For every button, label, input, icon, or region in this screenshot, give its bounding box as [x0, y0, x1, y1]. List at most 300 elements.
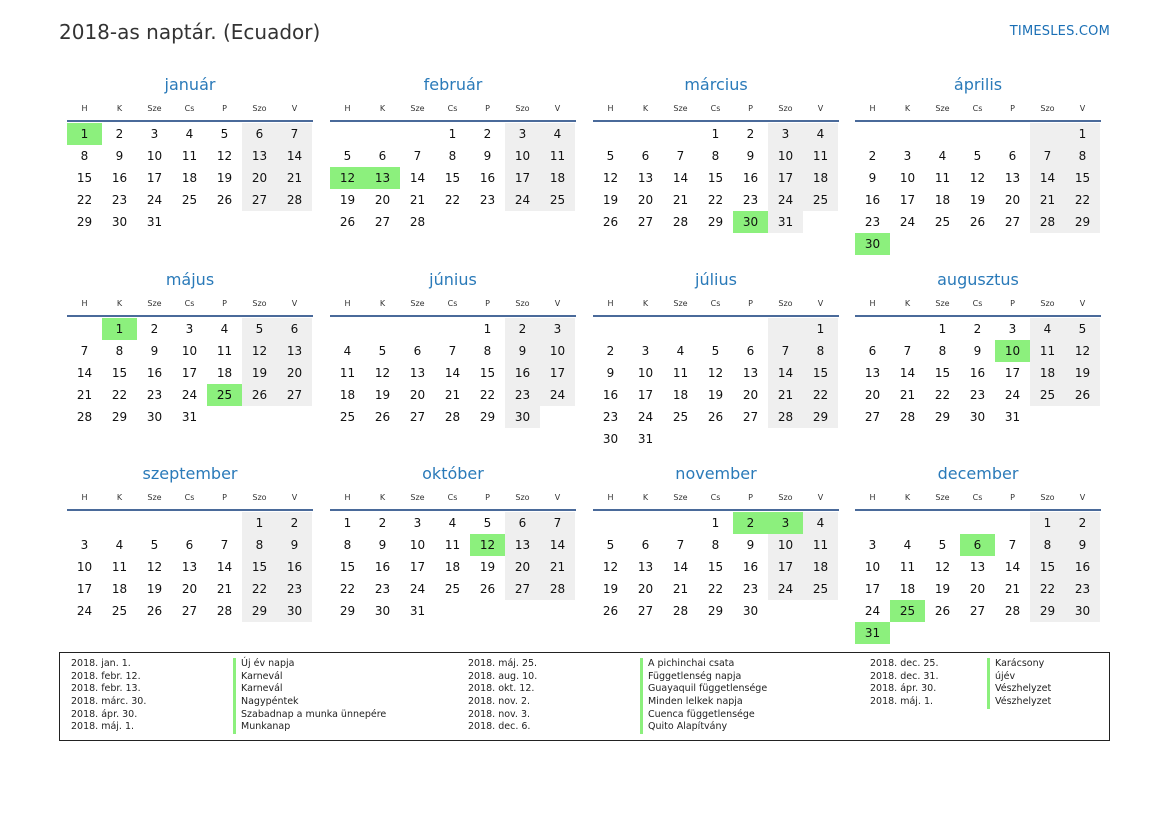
legend-holiday-name: Minden lelkek napja — [648, 696, 743, 708]
day-cell: 22 — [479, 388, 496, 402]
empty-day-cell — [330, 123, 365, 145]
day-cell: 15 — [1030, 556, 1065, 578]
day-cell: 14 — [899, 366, 916, 380]
day-cell: 17 — [409, 560, 426, 574]
weekday-label: P — [1010, 104, 1015, 113]
day-cell: 14 — [672, 171, 689, 185]
day-cell: 28 — [672, 215, 689, 229]
day-cell: 7 — [676, 538, 685, 552]
day-cell: 12 — [602, 171, 619, 185]
day-cell: 9 — [746, 149, 755, 163]
day-cell: 23 — [374, 582, 391, 596]
day-cell: 27 — [969, 604, 986, 618]
legend-date: 2018. febr. 12. — [71, 670, 141, 682]
day-cell: 7 — [220, 538, 229, 552]
holiday-day-cell: 25 — [890, 600, 925, 622]
weekday-label: Sze — [147, 299, 162, 308]
day-cell: 4 — [1030, 318, 1065, 340]
month-május — [67, 267, 313, 428]
holiday-day-cell: 6 — [960, 534, 995, 556]
legend-date: 2018. dec. 31. — [870, 670, 939, 682]
day-cell: 16 — [277, 556, 312, 578]
day-cell: 8 — [711, 149, 720, 163]
day-cell: 26 — [146, 604, 163, 618]
day-cell: 3 — [768, 123, 803, 145]
day-cell: 5 — [378, 344, 387, 358]
day-grid — [593, 318, 839, 450]
day-cell: 7 — [277, 123, 312, 145]
day-cell: 18 — [540, 167, 575, 189]
day-cell: 17 — [637, 388, 654, 402]
legend-holiday-name: A pichinchai csata — [648, 658, 735, 669]
empty-day-cell — [663, 123, 698, 145]
day-cell: 12 — [1065, 340, 1100, 362]
day-cell: 17 — [76, 582, 93, 596]
day-cell: 4 — [803, 123, 838, 145]
day-grid — [855, 123, 1101, 255]
day-cell: 28 — [540, 578, 575, 600]
weekday-label: K — [116, 493, 123, 502]
empty-day-cell — [960, 123, 995, 145]
day-cell: 19 — [602, 193, 619, 207]
day-cell: 6 — [1008, 149, 1017, 163]
empty-day-cell — [698, 318, 733, 340]
day-cell: 20 — [742, 388, 759, 402]
day-cell: 23 — [969, 388, 986, 402]
day-cell: 13 — [242, 145, 277, 167]
day-cell: 30 — [742, 604, 759, 618]
day-cell: 9 — [483, 149, 492, 163]
day-cell: 2 — [746, 127, 755, 141]
day-cell: 19 — [707, 388, 724, 402]
empty-day-cell — [890, 318, 925, 340]
day-cell: 7 — [80, 344, 89, 358]
day-cell: 2 — [973, 322, 982, 336]
day-cell: 4 — [343, 344, 352, 358]
day-cell: 24 — [540, 384, 575, 406]
day-cell: 9 — [1065, 534, 1100, 556]
day-cell: 1 — [803, 318, 838, 340]
day-cell: 31 — [768, 211, 803, 233]
day-cell: 26 — [969, 215, 986, 229]
day-cell: 10 — [76, 560, 93, 574]
weekday-header — [855, 487, 1101, 511]
day-cell: 10 — [768, 534, 803, 556]
day-cell: 1 — [343, 516, 352, 530]
day-cell: 10 — [505, 145, 540, 167]
day-cell: 4 — [803, 512, 838, 534]
weekday-label: Szo — [1040, 493, 1055, 502]
empty-day-cell — [925, 512, 960, 534]
weekday-label: Sze — [147, 493, 162, 502]
empty-day-cell — [628, 123, 663, 145]
day-cell: 25 — [339, 410, 356, 424]
day-cell: 9 — [150, 344, 159, 358]
day-cell: 12 — [374, 366, 391, 380]
weekday-label: H — [607, 493, 614, 502]
weekday-label: V — [554, 299, 561, 308]
weekday-label: P — [1010, 493, 1015, 502]
month-name: december — [937, 464, 1019, 483]
day-cell: 20 — [242, 167, 277, 189]
day-cell: 17 — [146, 171, 163, 185]
day-cell: 20 — [409, 388, 426, 402]
day-cell: 30 — [602, 432, 619, 446]
day-cell: 10 — [899, 171, 916, 185]
month-name: október — [422, 464, 484, 483]
weekday-label: P — [748, 299, 753, 308]
day-cell: 23 — [146, 388, 163, 402]
legend-holiday-name: Cuenca függetlensége — [648, 708, 755, 720]
day-cell: 12 — [969, 171, 986, 185]
day-cell: 11 — [899, 560, 916, 574]
day-cell: 12 — [216, 149, 233, 163]
weekday-label: Sze — [935, 493, 950, 502]
day-cell: 13 — [637, 171, 654, 185]
month-augusztus — [855, 267, 1101, 428]
legend-holiday-name: Függetlenség napja — [648, 670, 742, 682]
day-cell: 22 — [707, 582, 724, 596]
legend-holiday-name: újév — [995, 670, 1016, 682]
weekday-label: K — [116, 299, 123, 308]
day-cell: 11 — [216, 344, 233, 358]
day-cell: 17 — [768, 556, 803, 578]
day-cell: 21 — [672, 582, 689, 596]
day-grid — [330, 512, 576, 622]
weekday-label: K — [904, 493, 911, 502]
day-cell: 24 — [181, 388, 198, 402]
month-name: július — [695, 270, 737, 289]
weekday-label: Szo — [1040, 104, 1055, 113]
holiday-day-cell: 12 — [470, 534, 505, 556]
empty-day-cell — [1030, 123, 1065, 145]
day-cell: 30 — [277, 600, 312, 622]
day-cell: 2 — [483, 127, 492, 141]
weekday-label: Sze — [673, 493, 688, 502]
weekday-label: H — [81, 104, 88, 113]
day-cell: 5 — [1065, 318, 1100, 340]
day-cell: 14 — [768, 362, 803, 384]
day-cell: 20 — [374, 193, 391, 207]
empty-day-cell — [172, 512, 207, 534]
day-cell: 8 — [938, 344, 947, 358]
legend-holiday-name: Nagypéntek — [241, 696, 299, 708]
day-cell: 14 — [540, 534, 575, 556]
weekday-label: Szo — [515, 299, 530, 308]
legend-holiday-name: Vészhelyzet — [995, 683, 1052, 695]
day-cell: 5 — [483, 516, 492, 530]
weekday-label: Szo — [1040, 299, 1055, 308]
day-cell: 16 — [146, 366, 163, 380]
day-cell: 8 — [1030, 534, 1065, 556]
day-cell: 29 — [1065, 211, 1100, 233]
day-cell: 7 — [1030, 145, 1065, 167]
day-cell: 24 — [864, 604, 881, 618]
legend-date: 2018. nov. 2. — [468, 696, 531, 708]
weekday-label: Sze — [673, 299, 688, 308]
day-cell: 6 — [277, 318, 312, 340]
day-cell: 12 — [934, 560, 951, 574]
day-grid — [855, 512, 1101, 644]
day-cell: 15 — [1065, 167, 1100, 189]
day-cell: 16 — [602, 388, 619, 402]
weekday-label: P — [222, 104, 227, 113]
weekday-header — [330, 98, 576, 122]
day-cell: 11 — [540, 145, 575, 167]
legend-holiday-name: Karnevál — [241, 670, 283, 682]
day-cell: 13 — [181, 560, 198, 574]
day-cell: 11 — [339, 366, 356, 380]
day-cell: 14 — [1030, 167, 1065, 189]
day-cell: 17 — [505, 167, 540, 189]
day-cell: 19 — [479, 560, 496, 574]
empty-day-cell — [207, 512, 242, 534]
weekday-label: H — [869, 104, 876, 113]
day-cell: 24 — [505, 189, 540, 211]
weekday-label: Sze — [673, 104, 688, 113]
weekday-label: H — [869, 299, 876, 308]
legend-date: 2018. ápr. 30. — [71, 708, 138, 720]
day-cell: 20 — [864, 388, 881, 402]
day-cell: 12 — [602, 560, 619, 574]
empty-day-cell — [102, 512, 137, 534]
weekday-label: Sze — [147, 104, 162, 113]
empty-day-cell — [663, 512, 698, 534]
day-cell: 26 — [1065, 384, 1100, 406]
day-cell: 18 — [339, 388, 356, 402]
day-cell: 15 — [934, 366, 951, 380]
day-cell: 22 — [76, 193, 93, 207]
legend-holiday-name: Szabadnap a munka ünnepére — [241, 708, 387, 720]
weekday-label: V — [291, 299, 298, 308]
day-cell: 27 — [742, 410, 759, 424]
day-cell: 18 — [181, 171, 198, 185]
month-február — [330, 72, 576, 233]
weekday-label: Sze — [410, 493, 425, 502]
day-cell: 17 — [1004, 366, 1021, 380]
day-cell: 3 — [505, 123, 540, 145]
legend-dates — [71, 658, 146, 734]
day-cell: 21 — [1004, 582, 1021, 596]
day-cell: 18 — [444, 560, 461, 574]
day-cell: 2 — [606, 344, 615, 358]
holiday-day-cell: 2 — [733, 512, 768, 534]
day-cell: 21 — [277, 167, 312, 189]
day-cell: 26 — [479, 582, 496, 596]
day-cell: 22 — [1065, 189, 1100, 211]
weekday-label: Cs — [447, 104, 458, 113]
day-cell: 14 — [216, 560, 233, 574]
day-cell: 2 — [1065, 512, 1100, 534]
day-cell: 27 — [242, 189, 277, 211]
weekday-header — [593, 487, 839, 511]
day-cell: 4 — [185, 127, 194, 141]
day-cell: 20 — [969, 582, 986, 596]
day-cell: 23 — [864, 215, 881, 229]
day-cell: 15 — [803, 362, 838, 384]
day-cell: 14 — [672, 560, 689, 574]
day-cell: 8 — [711, 538, 720, 552]
day-cell: 29 — [934, 410, 951, 424]
weekday-label: V — [1079, 493, 1086, 502]
weekday-label: V — [817, 493, 824, 502]
day-cell: 7 — [676, 149, 685, 163]
day-cell: 18 — [803, 167, 838, 189]
legend-date: 2018. máj. 1. — [870, 696, 934, 708]
month-június — [330, 267, 576, 428]
day-cell: 10 — [181, 344, 198, 358]
day-cell: 13 — [864, 366, 881, 380]
day-cell: 15 — [242, 556, 277, 578]
day-cell: 6 — [242, 123, 277, 145]
weekday-label: V — [1079, 104, 1086, 113]
day-cell: 21 — [76, 388, 93, 402]
day-cell: 23 — [742, 582, 759, 596]
day-cell: 13 — [969, 560, 986, 574]
day-cell: 28 — [277, 189, 312, 211]
day-cell: 24 — [1004, 388, 1021, 402]
day-cell: 15 — [707, 560, 724, 574]
weekday-header — [67, 98, 313, 122]
empty-day-cell — [330, 318, 365, 340]
day-cell: 12 — [707, 366, 724, 380]
empty-day-cell — [925, 123, 960, 145]
day-cell: 15 — [707, 171, 724, 185]
day-cell: 11 — [803, 145, 838, 167]
holiday-day-cell: 30 — [733, 211, 768, 233]
day-cell: 25 — [672, 410, 689, 424]
day-cell: 13 — [505, 534, 540, 556]
weekday-header — [855, 293, 1101, 317]
empty-day-cell — [137, 512, 172, 534]
day-cell: 2 — [868, 149, 877, 163]
weekday-label: Szo — [778, 104, 793, 113]
legend-date: 2018. aug. 10. — [468, 670, 538, 682]
weekday-label: K — [642, 493, 649, 502]
day-cell: 3 — [540, 318, 575, 340]
day-cell: 21 — [899, 388, 916, 402]
empty-day-cell — [890, 123, 925, 145]
day-cell: 21 — [409, 193, 426, 207]
legend-date: 2018. márc. 30. — [71, 696, 147, 708]
day-cell: 23 — [1065, 578, 1100, 600]
day-cell: 15 — [479, 366, 496, 380]
holiday-day-cell: 3 — [768, 512, 803, 534]
day-cell: 9 — [868, 171, 877, 185]
day-cell: 24 — [409, 582, 426, 596]
weekday-label: V — [291, 104, 298, 113]
day-cell: 26 — [602, 604, 619, 618]
weekday-label: Szo — [515, 104, 530, 113]
weekday-label: V — [291, 493, 298, 502]
weekday-label: H — [344, 493, 351, 502]
day-cell: 24 — [146, 193, 163, 207]
day-cell: 29 — [339, 604, 356, 618]
month-november — [593, 461, 839, 622]
day-cell: 19 — [1065, 362, 1100, 384]
day-cell: 16 — [742, 560, 759, 574]
day-cell: 28 — [768, 406, 803, 428]
day-cell: 27 — [864, 410, 881, 424]
day-cell: 28 — [672, 604, 689, 618]
legend-date: 2018. máj. 25. — [468, 658, 538, 669]
weekday-label: V — [817, 104, 824, 113]
day-cell: 9 — [277, 534, 312, 556]
legend-names — [987, 658, 1051, 709]
day-cell: 1 — [938, 322, 947, 336]
day-cell: 20 — [505, 556, 540, 578]
day-cell: 31 — [181, 410, 198, 424]
day-cell: 30 — [969, 410, 986, 424]
day-cell: 8 — [80, 149, 89, 163]
day-cell: 21 — [444, 388, 461, 402]
day-cell: 8 — [448, 149, 457, 163]
day-cell: 3 — [185, 322, 194, 336]
legend-date: 2018. nov. 3. — [468, 708, 531, 720]
weekday-header — [67, 487, 313, 511]
weekday-label: Cs — [710, 299, 721, 308]
weekday-label: Sze — [410, 104, 425, 113]
holiday-day-cell: 31 — [855, 622, 890, 644]
empty-day-cell — [855, 512, 890, 534]
day-cell: 2 — [150, 322, 159, 336]
legend-holiday-name: Új év napja — [241, 658, 295, 669]
day-cell: 1 — [711, 127, 720, 141]
day-cell: 29 — [111, 410, 128, 424]
legend-names — [640, 658, 767, 734]
month-április — [855, 72, 1101, 255]
site-link[interactable]: TIMESLES.COM — [1009, 24, 1110, 39]
day-grid — [855, 318, 1101, 428]
legend-date: 2018. ápr. 30. — [870, 683, 937, 695]
day-cell: 3 — [868, 538, 877, 552]
month-március — [593, 72, 839, 233]
day-cell: 3 — [413, 516, 422, 530]
day-grid — [67, 123, 313, 233]
day-cell: 16 — [1065, 556, 1100, 578]
day-cell: 11 — [111, 560, 128, 574]
day-cell: 26 — [374, 410, 391, 424]
day-cell: 23 — [111, 193, 128, 207]
weekday-label: H — [81, 299, 88, 308]
day-cell: 18 — [672, 388, 689, 402]
weekday-label: K — [904, 104, 911, 113]
weekday-label: Sze — [410, 299, 425, 308]
day-cell: 18 — [1030, 362, 1065, 384]
day-cell: 9 — [746, 538, 755, 552]
weekday-label: P — [485, 299, 490, 308]
day-cell: 16 — [374, 560, 391, 574]
day-cell: 11 — [934, 171, 951, 185]
weekday-label: Szo — [515, 493, 530, 502]
day-grid — [593, 123, 839, 233]
day-cell: 4 — [448, 516, 457, 530]
day-cell: 13 — [277, 340, 312, 362]
weekday-label: V — [817, 299, 824, 308]
day-cell: 19 — [969, 193, 986, 207]
legend-holiday-name: Munkanap — [241, 721, 291, 733]
day-cell: 26 — [216, 193, 233, 207]
day-cell: 12 — [242, 340, 277, 362]
weekday-label: Cs — [447, 299, 458, 308]
legend-date: 2018. dec. 6. — [468, 721, 531, 733]
day-cell: 17 — [899, 193, 916, 207]
month-name: augusztus — [937, 270, 1019, 289]
day-cell: 5 — [343, 149, 352, 163]
empty-day-cell — [628, 512, 663, 534]
day-cell: 6 — [378, 149, 387, 163]
day-cell: 1 — [1065, 123, 1100, 145]
